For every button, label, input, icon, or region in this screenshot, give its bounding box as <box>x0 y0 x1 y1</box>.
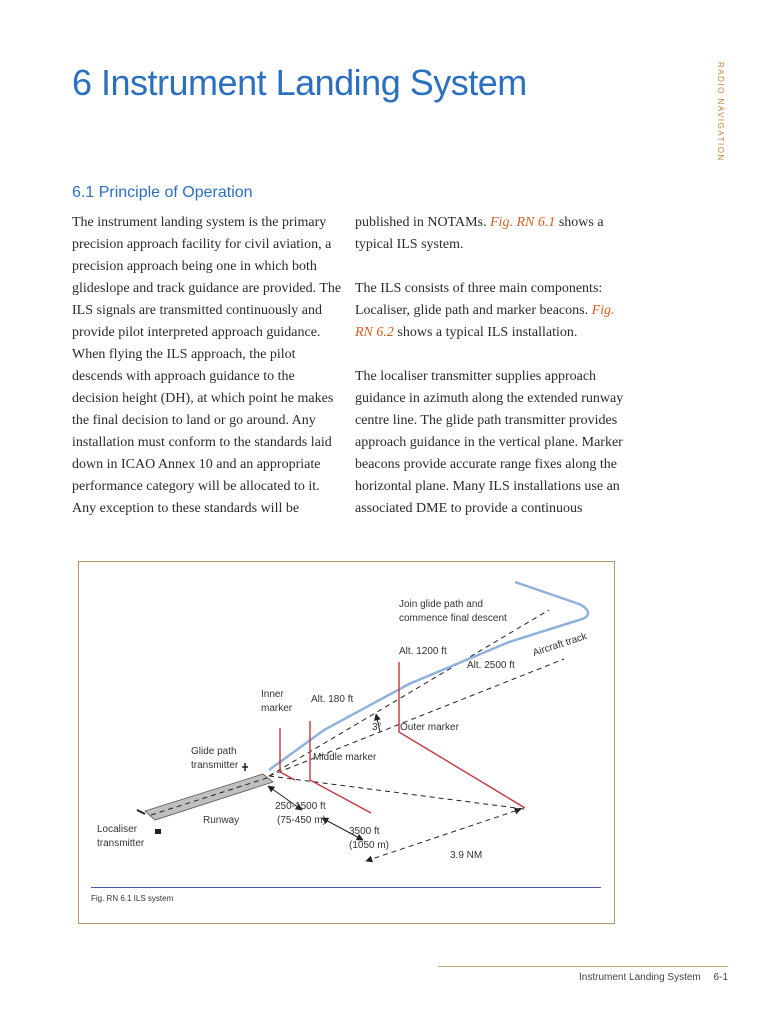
outer-marker-beacon <box>399 662 525 808</box>
label-middle-marker: Middle marker <box>313 752 377 763</box>
label-join-1: Join glide path and <box>399 599 483 610</box>
footer-title: Instrument Landing System <box>579 972 701 983</box>
label-inner-1: Inner <box>261 689 284 700</box>
glide-path-antenna-icon <box>242 763 248 771</box>
right-column <box>355 212 625 542</box>
page-footer <box>579 972 728 983</box>
right-paragraph-1 <box>355 212 625 256</box>
p2-rest: shows a typical ILS installation. <box>397 325 578 340</box>
label-alt-2500: Alt. 2500 ft <box>467 660 515 671</box>
label-angle: 3° <box>372 722 382 733</box>
localiser-antenna-icon <box>155 829 161 834</box>
side-tab: RADIO NAVIGATION <box>716 62 725 162</box>
label-outer-marker: Outer marker <box>400 722 459 733</box>
label-dist-2b: (1050 m) <box>349 840 390 851</box>
runway-shape <box>145 774 273 820</box>
ils-diagram <box>79 562 616 925</box>
label-aircraft-track: Aircraft track <box>531 631 589 659</box>
footer-rule <box>438 966 728 967</box>
figure-ils-system <box>78 561 615 924</box>
label-dist-2a: 3500 ft <box>349 826 380 837</box>
right-paragraph-2 <box>355 278 625 344</box>
label-gp-1: Glide path <box>191 746 237 757</box>
p1-rest: shows a typical ILS system. <box>355 215 604 252</box>
left-column <box>72 212 342 542</box>
label-gp-2: transmitter <box>191 760 239 771</box>
label-loc-1: Localiser <box>97 824 138 835</box>
label-dist-3: 3.9 NM <box>450 850 483 861</box>
label-alt-1200: Alt. 1200 ft <box>399 646 447 657</box>
label-loc-2: transmitter <box>97 838 145 849</box>
label-alt-180: Alt. 180 ft <box>311 694 354 705</box>
right-paragraph-3: The localiser transmitter supplies approach guidance in azimuth along the extended runway centre line. The glide path transmitter provides approach guidance in the vertical plane. Marker beacons provide accurate range fixes along the horizontal plane. Many ILS installations use an associated DME to provide a continuous <box>355 369 624 516</box>
label-dist-1a: 250-1500 ft <box>275 801 326 812</box>
figure-link-rn-6-1[interactable]: Fig. RN 6.1 <box>490 215 556 230</box>
aircraft-track-line <box>269 582 588 770</box>
chapter-title: 6 Instrument Landing System <box>72 62 527 103</box>
distance-arrow-3 <box>366 809 521 861</box>
section-title: 6.1 Principle of Operation <box>72 184 253 201</box>
localiser-arrow-icon <box>137 810 145 814</box>
label-runway: Runway <box>203 815 240 826</box>
label-inner-2: marker <box>261 703 293 714</box>
figure-caption: Fig. RN 6.1 ILS system <box>91 894 174 903</box>
p2-text: The ILS consists of three main components: Localiser, glide path and marker beacons. <box>355 281 603 318</box>
label-dist-1b: (75-450 m) <box>277 815 326 826</box>
caption-rule <box>91 887 601 888</box>
label-join-2: commence final descent <box>399 613 507 624</box>
left-paragraph: The instrument landing system is the primary precision approach facility for civil aviation, a precision approach being one in which both glideslope and track guidance are provided. The ILS signals are transmitted continuously and provide pilot interpreted approach guidance. When flying the ILS approach, the pilot descends with approach guidance to the decision height (DH), at which point he makes the final decision to land or go around. Any installation must conform to the standards laid down in ICAO Annex 10 and an appropriate performance category will be allocated to it. Any exception to these standards will be <box>72 215 342 516</box>
glide-beam-upper <box>269 610 549 776</box>
page-number: 6-1 <box>713 972 728 983</box>
figure-link-rn-6-2[interactable]: Fig. RN 6.2 <box>355 303 615 340</box>
p1-text: published in NOTAMs. <box>355 215 487 230</box>
